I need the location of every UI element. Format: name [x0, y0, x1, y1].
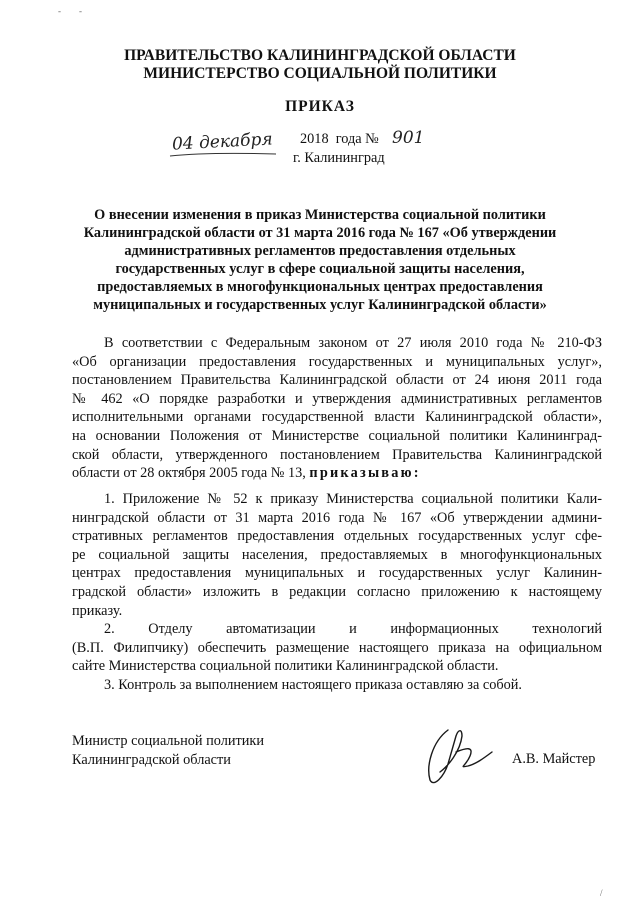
item1-line: стративных регламентов предоставления отдельных государственных услуг сфе-	[72, 528, 602, 545]
preamble-line: № 462 «О порядке разработки и утверждения административных регламентов	[72, 390, 602, 407]
item1-line: центрах предоставления муниципальных и государственных услуг Калинин-	[72, 565, 602, 582]
order-item-1	[72, 490, 602, 620]
ministry-title: МИНИСТЕРСТВО СОЦИАЛЬНОЙ ПОЛИТИКИ	[143, 65, 497, 82]
preamble-last-line	[72, 464, 602, 483]
handwritten-date: 04 декабря	[171, 129, 274, 155]
item1-line: 1. Приложение № 52 к приказу Министерства социальной политики Кали-	[104, 491, 602, 507]
title-line: предоставляемых в многофункциональных центрах предоставления	[97, 279, 543, 295]
preamble-last-text: области от 28 октября 2005 года № 13,	[72, 465, 306, 482]
document-type: ПРИКАЗ	[285, 98, 355, 115]
preamble-line: исполнительными органами государственной власти Калининградской области»,	[72, 409, 602, 426]
handwritten-order-number: 901	[392, 128, 425, 148]
date-underline	[168, 150, 280, 160]
preamble-paragraph	[72, 334, 602, 483]
item1-line: приказу.	[72, 602, 123, 619]
signatory-name: А.В. Майстер	[512, 751, 596, 767]
scan-mark-top: - -	[58, 6, 82, 16]
title-line: государственных услуг в сфере социальной защиты населения,	[115, 261, 525, 277]
city: г. Калининград	[293, 150, 385, 166]
item2-line: 2. Отделу автоматизации и информационных технологий	[104, 621, 602, 637]
title-line: административных регламентов предоставления отдельных	[124, 243, 516, 259]
item3-line: 3. Контроль за выполнением настоящего приказа оставляю за собой.	[104, 677, 523, 693]
position-line: Калининградской области	[72, 751, 231, 768]
position-line: Министр социальной политики	[72, 733, 264, 749]
order-item-3	[72, 676, 602, 695]
signatory-position	[72, 732, 264, 769]
date-year-text: 2018 года №	[300, 131, 379, 147]
preamble-line: постановлением Правительства Калининградской области от 24 июня 2011 года	[72, 372, 602, 389]
item1-line: градской области» изложить в редакции согласно приложению к настоящему	[72, 583, 602, 600]
scan-mark-bottom: /	[600, 888, 603, 898]
government-title: ПРАВИТЕЛЬСТВО КАЛИНИНГРАДСКОЙ ОБЛАСТИ	[124, 47, 516, 64]
preamble-line: на основании Положения от Министерстве социальной политики Калининград-	[72, 427, 602, 444]
item1-line: нинградской области от 31 марта 2016 года № 167 «Об утверждении админи-	[72, 509, 602, 526]
preamble-line: «Об организации предоставления государственных и муниципальных услуг»,	[72, 353, 602, 370]
title-line: О внесении изменения в приказ Министерства социальной политики	[94, 207, 546, 223]
preamble-line: ской области, утвержденного постановлением Правительства Калининградской	[72, 446, 602, 463]
item2-line: (В.П. Филипчику) обеспечить размещение настоящего приказа на официальном	[72, 639, 602, 656]
preamble-line: В соответствии с Федеральным законом от 27 июля 2010 года № 210-ФЗ	[104, 335, 602, 351]
item2-line: сайте Министерства социальной политики Калининградской области.	[72, 658, 499, 675]
order-item-2	[72, 620, 602, 676]
handwritten-signature	[418, 722, 500, 792]
order-word: приказываю:	[309, 465, 421, 482]
item1-line: ре социальной защиты населения, предоставляемых в многофункциональных	[72, 546, 602, 563]
title-line: Калининградской области от 31 марта 2016 года № 167 «Об утверждении	[83, 225, 557, 241]
title-line: муниципальных и государственных услуг Калининградской области»	[93, 297, 547, 313]
